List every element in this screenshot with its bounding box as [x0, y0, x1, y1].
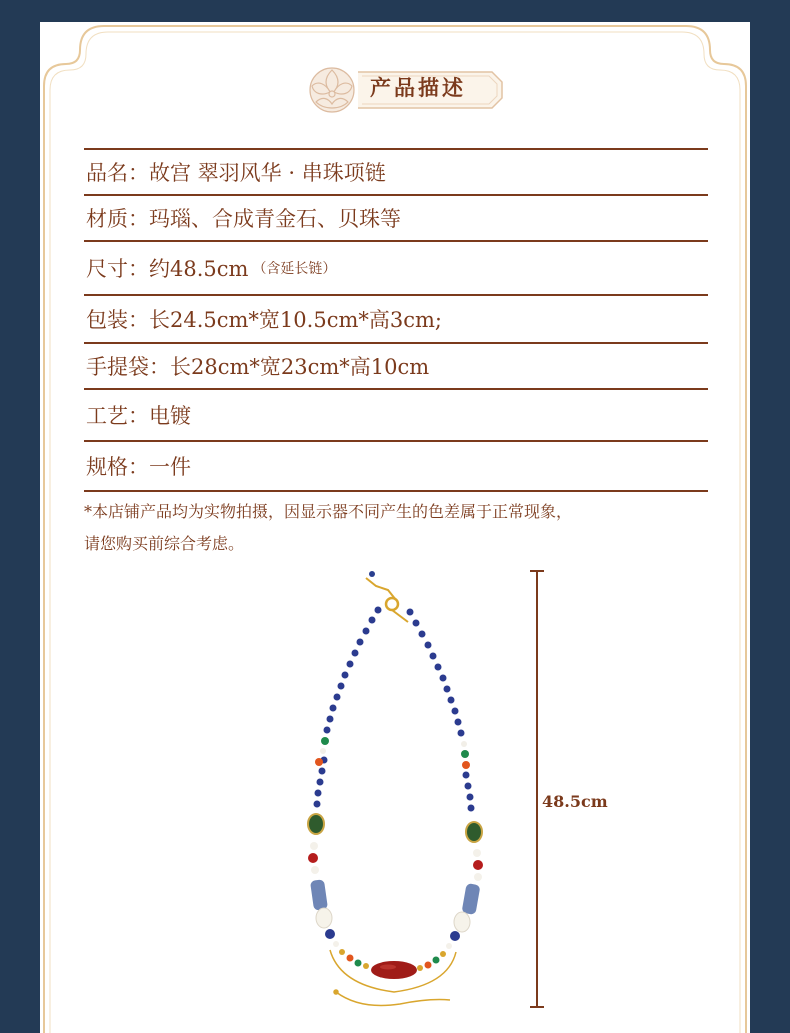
disclaimer-line-2: 请您购买前综合考虑。	[84, 534, 245, 553]
spec-label: 尺寸：	[86, 257, 149, 281]
disclaimer-line-1: *本店铺产品均为实物拍摄，因显示器不同产生的色差属于正常现象，	[84, 502, 573, 521]
spec-value: 玛瑙、合成青金石、贝珠等	[149, 207, 401, 231]
spec-value: 电镀	[149, 404, 191, 428]
spec-label: 包装：	[86, 308, 149, 332]
spec-value: 长24.5cm*宽10.5cm*高3cm;	[149, 308, 442, 332]
title-badge	[306, 64, 484, 110]
spec-label: 材质：	[86, 207, 149, 231]
spec-value: 约48.5cm	[149, 257, 249, 281]
spec-value: 故宫 翠羽风华 · 串珠项链	[149, 161, 386, 185]
spec-label: 工艺：	[86, 404, 149, 428]
spec-value: 长28cm*宽23cm*高10cm	[170, 355, 430, 379]
measurement-label: 48.5cm	[542, 792, 608, 811]
necklace-left-strand	[314, 607, 382, 808]
necklace-right-strand	[407, 609, 475, 812]
spec-value: 一件	[149, 455, 191, 479]
necklace-accent-beads	[308, 737, 483, 979]
measurement-indicator	[530, 571, 544, 1007]
spec-label: 品名：	[86, 161, 149, 185]
spec-label: 手提袋：	[86, 355, 170, 379]
spec-note: （含延长链）	[252, 261, 337, 277]
necklace-clasp	[366, 571, 408, 622]
spec-label: 规格：	[86, 455, 149, 479]
section-title: 产品描述	[370, 75, 466, 100]
